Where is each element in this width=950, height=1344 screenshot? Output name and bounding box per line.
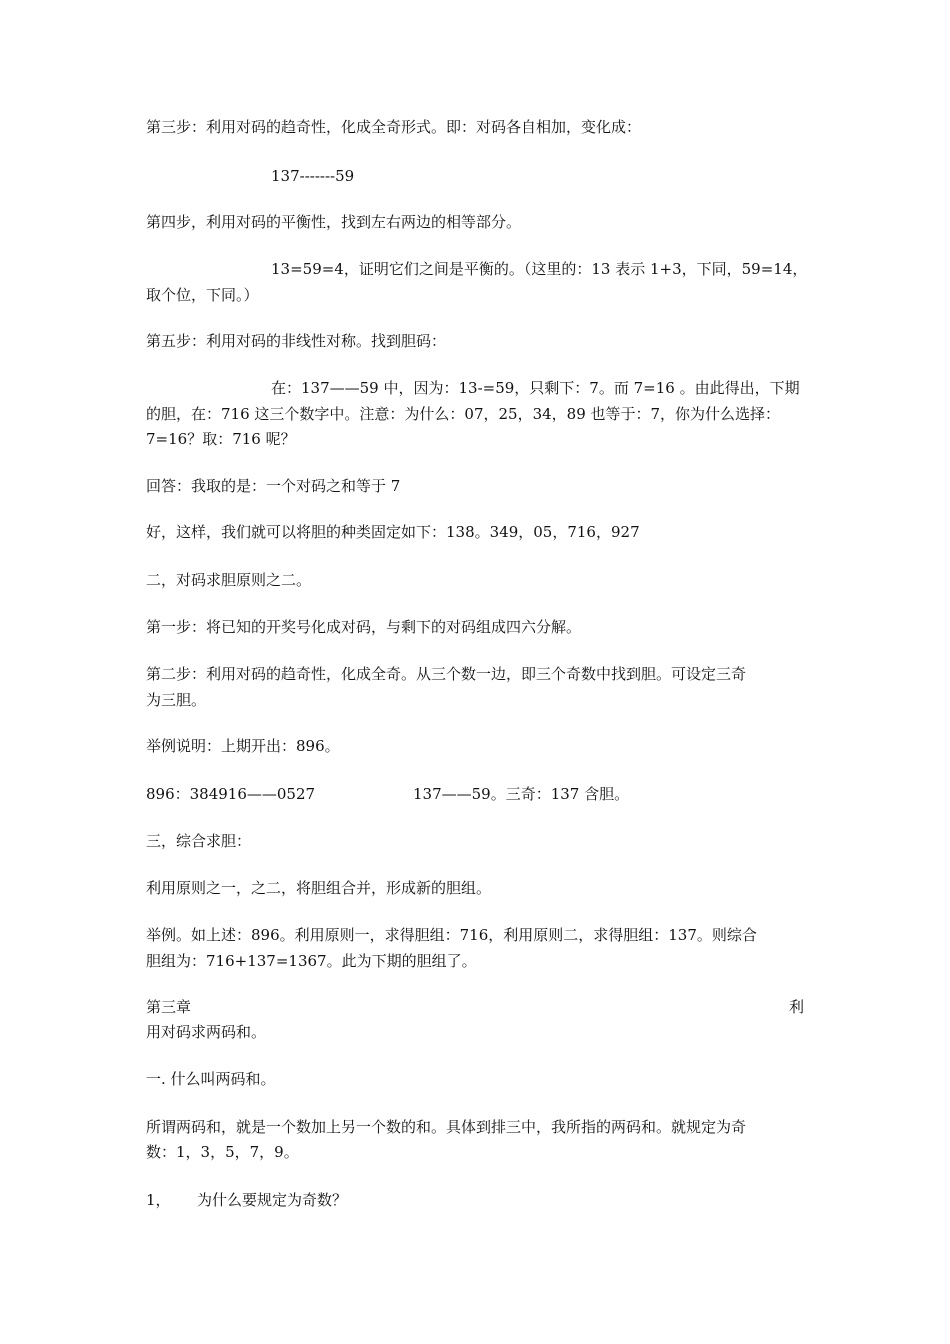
q1-item-text: 为什么要规定为奇数？ [197,1191,348,1209]
chapter3-heading-tail: 利 [789,998,805,1016]
p2-example-left: 896：384916——0527 [146,785,316,803]
step5-detail-1: 在：137——59 中，因为：13-=59，只剩下：7。而 7=16 。由此得出，下期 [271,379,800,397]
section3-title: 三，综合求胆： [146,832,252,850]
q1-title: 一. 什么叫两码和。 [146,1070,276,1088]
answer-line: 回答：我取的是：一个对码之和等于 7 [146,477,401,495]
q1-text-2: 数：1，3，5，7，9。 [146,1143,299,1161]
p2-example: 举例说明：上期开出：896。 [146,737,340,755]
p2-example-right: 137——59。三奇：137 含胆。 [413,785,630,803]
q1-text-1: 所谓两码和，就是一个数加上另一个数的和。具体到排三中，我所指的两码和。就规定为奇 [146,1118,747,1136]
step4-line: 第四步，利用对码的平衡性，找到左右两边的相等部分。 [146,213,522,231]
p2-step2-line1: 第二步：利用对码的趋奇性，化成全奇。从三个数一边，即三个奇数中找到胆。可设定三奇 [146,665,747,683]
fixed-types-line: 好，这样，我们就可以将胆的种类固定如下：138。349，05，716，927 [146,523,640,541]
step5-detail-2: 的胆，在：716 这三个数字中。注意：为什么：07，25，34，89 也等于：7，你为什么选择： [146,405,781,423]
section3-example-1: 举例。如上述：896。利用原则一，求得胆组：716，利用原则二，求得胆组：137。则综合 [146,926,757,944]
p2-step2-line2: 为三胆。 [146,691,207,709]
step4-detail-1: 13=59=4，证明它们之间是平衡的。（这里的：13 表示 1+3，下同，59=14， [271,260,808,278]
step4-detail-2: 取个位，下同。） [146,286,259,304]
step3-line: 第三步：利用对码的趋奇性，化成全奇形式。即：对码各自相加，变化成： [146,118,642,136]
section3-example-2: 胆组为：716+137=1367。此为下期的胆组了。 [146,952,477,970]
step5-detail-3: 7=16？取：716 呢？ [146,430,296,448]
q1-item-number: 1， [146,1191,171,1209]
chapter3-heading-cont: 用对码求两码和。 [146,1023,267,1041]
section3-text: 利用原则之一，之二，将胆组合并，形成新的胆组。 [146,879,492,897]
chapter3-heading: 第三章 [146,998,192,1016]
step3-result: 137-------59 [271,167,355,185]
step5-line: 第五步：利用对码的非线性对称。找到胆码： [146,332,447,350]
p2-step1: 第一步：将已知的开奖号化成对码，与剩下的对码组成四六分解。 [146,618,582,636]
principle2-title: 二，对码求胆原则之二。 [146,571,312,589]
